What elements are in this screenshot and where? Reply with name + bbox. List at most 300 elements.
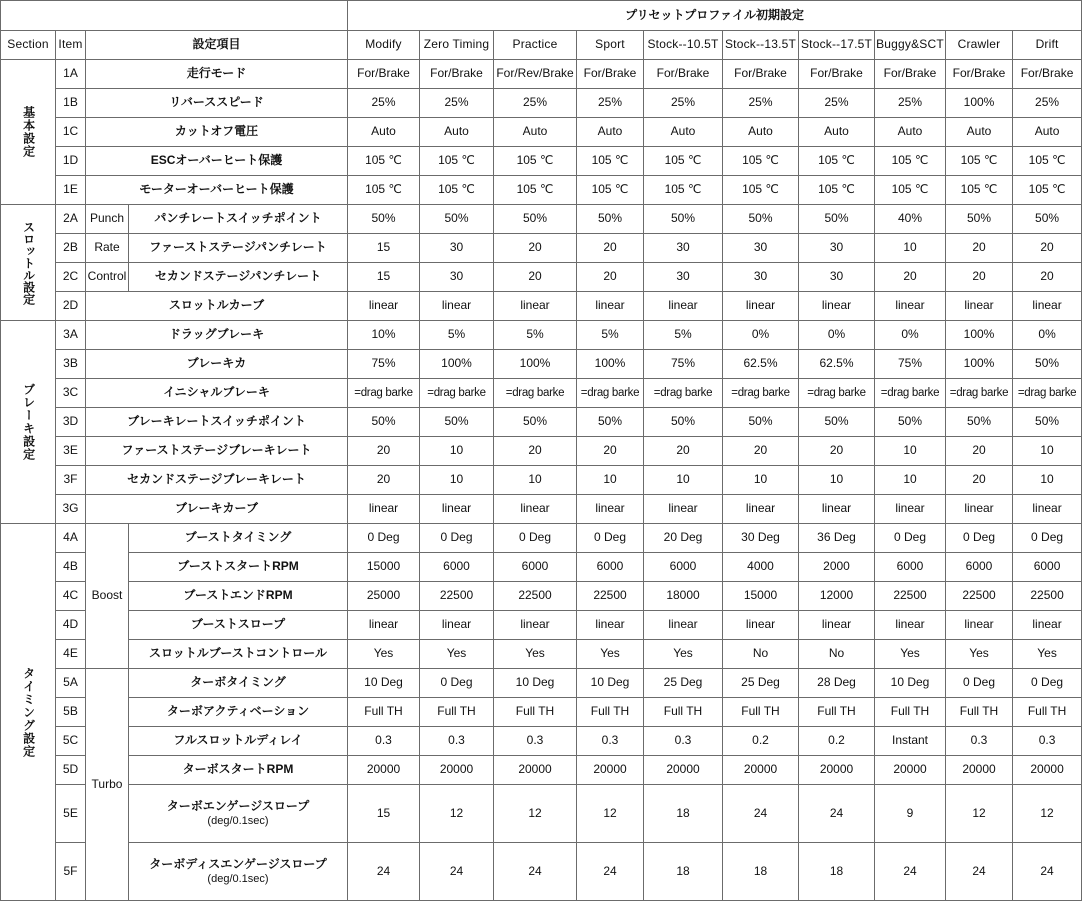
value-cell: 12 [420,785,494,843]
value-cell: 62.5% [723,350,799,379]
setting-name [86,350,348,379]
value-cell: 25 Deg [644,669,723,698]
value-cell: 0 Deg [420,524,494,553]
header-profile: Buggy&SCT [875,31,946,60]
value-cell: Full TH [799,698,875,727]
value-cell: 20 [494,263,577,292]
value-cell: linear [946,611,1013,640]
value-cell: 75% [348,350,420,379]
item-id: 1E [56,176,86,205]
setting-name [129,611,348,640]
item-id: 5B [56,698,86,727]
value-cell: Yes [644,640,723,669]
setting-name [129,669,348,698]
value-cell: 30 [420,234,494,263]
item-id: 3E [56,437,86,466]
value-cell: 24 [420,843,494,901]
turbo-group: Turbo [86,669,129,901]
item-id: 5A [56,669,86,698]
value-cell: Full TH [494,698,577,727]
value-cell: 0.3 [577,727,644,756]
value-cell: 105 ℃ [644,147,723,176]
value-cell: 75% [644,350,723,379]
value-cell: 105 ℃ [946,147,1013,176]
value-cell: 6000 [1013,553,1082,582]
setting-name-text: ブレーキカ [186,356,247,371]
value-cell: 20 [577,437,644,466]
value-cell: Yes [1013,640,1082,669]
header-profile: Drift [1013,31,1082,60]
value-cell: 15 [348,234,420,263]
value-cell: 50% [723,408,799,437]
table-row [1,669,1082,698]
value-cell: 0.2 [799,727,875,756]
value-cell: linear [577,292,644,321]
value-cell: 105 ℃ [420,147,494,176]
value-cell: linear [644,611,723,640]
value-cell: 15000 [348,553,420,582]
value-cell: 0 Deg [348,524,420,553]
value-cell: 10 [644,466,723,495]
value-cell: Auto [1013,118,1082,147]
value-cell: 20000 [723,756,799,785]
table-row [1,553,1082,582]
setting-name-text: 走行モード [186,66,247,81]
value-cell: 24 [723,785,799,843]
table-row [1,321,1082,350]
value-cell: 105 ℃ [875,147,946,176]
value-cell: =drag barke [494,379,577,408]
header-setting: 設定項目 [86,31,348,60]
table-row [1,263,1082,292]
value-cell: Yes [494,640,577,669]
value-cell: linear [875,611,946,640]
value-cell: 25% [799,89,875,118]
setting-name-text: ブーストエンドRPM [183,588,293,603]
header-profile: Stock--13.5T [723,31,799,60]
value-cell: 25% [723,89,799,118]
header-profile: Sport [577,31,644,60]
value-cell: 10 [494,466,577,495]
setting-name [129,553,348,582]
value-cell: 28 Deg [799,669,875,698]
value-cell: 20 [348,437,420,466]
value-cell: 20000 [420,756,494,785]
item-id: 3G [56,495,86,524]
table-title: プリセットプロファイル初期設定 [348,1,1082,31]
value-cell: Yes [875,640,946,669]
setting-name [86,60,348,89]
value-cell: No [799,640,875,669]
value-cell: Full TH [1013,698,1082,727]
item-id: 4A [56,524,86,553]
value-cell: Auto [577,118,644,147]
value-cell: 50% [946,408,1013,437]
value-cell: 50% [1013,205,1082,234]
value-cell: =drag barke [577,379,644,408]
value-cell: 40% [875,205,946,234]
table-row [1,147,1082,176]
value-cell: 5% [577,321,644,350]
value-cell: 20 [348,466,420,495]
header-profile: Zero Timing [420,31,494,60]
setting-name [129,756,348,785]
value-cell: 50% [723,205,799,234]
value-cell: linear [348,611,420,640]
value-cell: 20 [577,234,644,263]
setting-name [86,466,348,495]
value-cell: 10 [875,234,946,263]
value-cell: 30 [799,234,875,263]
value-cell: linear [799,611,875,640]
value-cell: 18 [644,785,723,843]
value-cell: For/Brake [946,60,1013,89]
value-cell: 22500 [1013,582,1082,611]
setting-name-text: ターボエンゲージスロープ [166,798,310,813]
section-label: スロットル設定 [1,205,56,321]
value-cell: 30 [644,263,723,292]
setting-name-text: ターボタイミング [190,675,286,690]
value-cell: 105 ℃ [1013,176,1082,205]
setting-unit-note: (deg/0.1sec) [207,815,269,828]
value-cell: 20 [946,234,1013,263]
value-cell: 30 [644,234,723,263]
value-cell: 20 [875,263,946,292]
value-cell: 5% [644,321,723,350]
value-cell: 24 [799,785,875,843]
value-cell: =drag barke [644,379,723,408]
value-cell: 25000 [348,582,420,611]
value-cell: 10 [875,466,946,495]
value-cell: linear [420,292,494,321]
setting-name-text: イニシャルブレーキ [163,385,270,400]
value-cell: 50% [348,408,420,437]
value-cell: 30 [723,234,799,263]
value-cell: 20 [577,263,644,292]
header-item: Item [56,31,86,60]
value-cell: 50% [799,408,875,437]
table-row [1,437,1082,466]
value-cell: 75% [875,350,946,379]
setting-name-text: セカンドステージブレーキレート [127,472,306,487]
table-row [1,60,1082,89]
header-section: Section [1,31,56,60]
value-cell: 20000 [577,756,644,785]
value-cell: 24 [494,843,577,901]
value-cell: 4000 [723,553,799,582]
value-cell: 50% [494,408,577,437]
value-cell: For/Brake [723,60,799,89]
value-cell: 10 Deg [577,669,644,698]
value-cell: =drag barke [1013,379,1082,408]
value-cell: 10 [1013,437,1082,466]
value-cell: 20 [1013,263,1082,292]
setting-name-text: ブレーキレートスイッチポイント [127,414,306,429]
value-cell: 100% [946,350,1013,379]
value-cell: 0 Deg [577,524,644,553]
value-cell: 24 [577,843,644,901]
value-cell: linear [946,292,1013,321]
value-cell: 22500 [494,582,577,611]
table-row [1,843,1082,901]
value-cell: 50% [420,408,494,437]
setting-name-text: ファーストステージパンチレート [149,240,327,255]
value-cell: linear [799,292,875,321]
subgroup-label: Rate [86,234,129,263]
value-cell: linear [1013,495,1082,524]
value-cell: 0 Deg [420,669,494,698]
value-cell: 22500 [946,582,1013,611]
value-cell: =drag barke [348,379,420,408]
item-id: 3D [56,408,86,437]
value-cell: 22500 [420,582,494,611]
value-cell: linear [348,495,420,524]
value-cell: 18 [723,843,799,901]
value-cell: Yes [577,640,644,669]
item-id: 2A [56,205,86,234]
value-cell: linear [1013,611,1082,640]
value-cell: 25% [348,89,420,118]
value-cell: 0% [1013,321,1082,350]
value-cell: 20 Deg [644,524,723,553]
value-cell: 22500 [875,582,946,611]
value-cell: 50% [1013,408,1082,437]
value-cell: 20 [494,437,577,466]
value-cell: Full TH [875,698,946,727]
header-profile: Modify [348,31,420,60]
value-cell: 0 Deg [1013,524,1082,553]
value-cell: 15 [348,785,420,843]
value-cell: Auto [799,118,875,147]
value-cell: 20000 [348,756,420,785]
value-cell: Full TH [577,698,644,727]
value-cell: 105 ℃ [1013,147,1082,176]
value-cell: For/Rev/Brake [494,60,577,89]
setting-name-text: ターボスタートRPM [182,762,294,777]
value-cell: 2000 [799,553,875,582]
value-cell: 24 [348,843,420,901]
value-cell: 0.3 [420,727,494,756]
item-id: 5F [56,843,86,901]
value-cell: 105 ℃ [494,147,577,176]
setting-name [86,147,348,176]
value-cell: 6000 [420,553,494,582]
item-id: 1A [56,60,86,89]
value-cell: 105 ℃ [875,176,946,205]
value-cell: 105 ℃ [799,147,875,176]
value-cell: 105 ℃ [348,176,420,205]
value-cell: 50% [1013,350,1082,379]
value-cell: 24 [875,843,946,901]
value-cell: 25% [644,89,723,118]
value-cell: 50% [494,205,577,234]
value-cell: 20 [946,263,1013,292]
value-cell: 10 [1013,466,1082,495]
value-cell: 20000 [799,756,875,785]
setting-name [86,321,348,350]
setting-name-text: ブーストタイミング [184,530,292,545]
setting-name [86,437,348,466]
value-cell: 12 [1013,785,1082,843]
value-cell: 10 [420,466,494,495]
value-cell: 20000 [644,756,723,785]
setting-name [129,205,348,234]
table-row [1,89,1082,118]
value-cell: 10 Deg [348,669,420,698]
value-cell: linear [420,611,494,640]
value-cell: 15 [348,263,420,292]
item-id: 3C [56,379,86,408]
item-id: 4E [56,640,86,669]
value-cell: 25% [1013,89,1082,118]
value-cell: 105 ℃ [348,147,420,176]
value-cell: linear [799,495,875,524]
value-cell: linear [875,292,946,321]
setting-name-text: ブレーキカーブ [175,501,258,516]
value-cell: 62.5% [799,350,875,379]
setting-name [129,234,348,263]
setting-name-text: フルスロットルディレイ [173,733,303,748]
value-cell: 0.3 [946,727,1013,756]
value-cell: Instant [875,727,946,756]
value-cell: linear [723,292,799,321]
value-cell: Auto [723,118,799,147]
value-cell: linear [644,495,723,524]
value-cell: 20000 [875,756,946,785]
value-cell: 30 [420,263,494,292]
value-cell: Yes [348,640,420,669]
table-row [1,524,1082,553]
value-cell: 20000 [946,756,1013,785]
value-cell: Full TH [348,698,420,727]
item-id: 1B [56,89,86,118]
value-cell: 50% [644,205,723,234]
value-cell: linear [577,611,644,640]
setting-unit-note: (deg/0.1sec) [207,873,269,886]
title-row [1,1,1082,31]
setting-name-text: ブーストスロープ [190,617,286,632]
item-id: 1C [56,118,86,147]
value-cell: linear [348,292,420,321]
item-id: 2B [56,234,86,263]
value-cell: linear [723,611,799,640]
item-id: 2C [56,263,86,292]
value-cell: 20 [644,437,723,466]
value-cell: 10 [875,437,946,466]
value-cell: 20 [494,234,577,263]
setting-name-text: モーターオーバーヒート保護 [139,182,294,197]
value-cell: 0 Deg [875,524,946,553]
value-cell: 100% [494,350,577,379]
item-id: 4D [56,611,86,640]
subgroup-label: Control [86,263,129,292]
value-cell: 0.3 [644,727,723,756]
section-label: ブレーキ設定 [1,321,56,524]
value-cell: 24 [1013,843,1082,901]
value-cell: For/Brake [799,60,875,89]
setting-name-text: スロットルブーストコントロール [148,646,328,661]
value-cell: 20 [946,466,1013,495]
table-row [1,408,1082,437]
value-cell: 22500 [577,582,644,611]
value-cell: 12 [946,785,1013,843]
item-id: 3B [56,350,86,379]
value-cell: 25 Deg [723,669,799,698]
value-cell: 6000 [946,553,1013,582]
blank-corner [1,1,348,31]
table-row [1,582,1082,611]
value-cell: =drag barke [946,379,1013,408]
value-cell: 10 Deg [494,669,577,698]
table-row [1,785,1082,843]
table-row [1,379,1082,408]
value-cell: 5% [494,321,577,350]
item-id: 4C [56,582,86,611]
setting-name-text: パンチレートスイッチポイント [154,211,322,226]
value-cell: 6000 [875,553,946,582]
value-cell: =drag barke [799,379,875,408]
value-cell: 6000 [644,553,723,582]
value-cell: 50% [875,408,946,437]
value-cell: No [723,640,799,669]
value-cell: For/Brake [577,60,644,89]
value-cell: 30 [723,263,799,292]
value-cell: 0% [723,321,799,350]
value-cell: 105 ℃ [644,176,723,205]
table-row [1,350,1082,379]
table-row [1,727,1082,756]
value-cell: 10 [799,466,875,495]
value-cell: linear [494,292,577,321]
setting-name-text: ターボアクティベーション [166,704,310,719]
value-cell: 10 Deg [875,669,946,698]
value-cell: Yes [946,640,1013,669]
value-cell: 20000 [1013,756,1082,785]
value-cell: linear [420,495,494,524]
value-cell: 12 [494,785,577,843]
value-cell: 105 ℃ [577,147,644,176]
setting-name-text: カットオフ電圧 [174,124,259,139]
value-cell: 0.3 [494,727,577,756]
boost-group: Boost [86,524,129,669]
setting-name [86,89,348,118]
setting-name-text: ドラッグブレーキ [168,327,265,342]
table-row [1,205,1082,234]
table-row [1,118,1082,147]
value-cell: 0.3 [348,727,420,756]
setting-name [129,843,348,901]
value-cell: 100% [946,321,1013,350]
value-cell: 20 [1013,234,1082,263]
value-cell: For/Brake [420,60,494,89]
value-cell: 25% [577,89,644,118]
setting-name-text: ターボディスエンゲージスロープ [149,856,327,871]
setting-name [129,698,348,727]
setting-name [86,176,348,205]
setting-name-text: ブーストスタートRPM [177,559,299,574]
value-cell: Yes [420,640,494,669]
value-cell: 18000 [644,582,723,611]
setting-name [129,640,348,669]
value-cell: 0 Deg [494,524,577,553]
value-cell: 105 ℃ [723,147,799,176]
setting-name-text: リバーススピード [169,95,264,110]
value-cell: linear [494,495,577,524]
value-cell: 0 Deg [946,524,1013,553]
value-cell: 50% [644,408,723,437]
value-cell: Full TH [420,698,494,727]
value-cell: Full TH [644,698,723,727]
